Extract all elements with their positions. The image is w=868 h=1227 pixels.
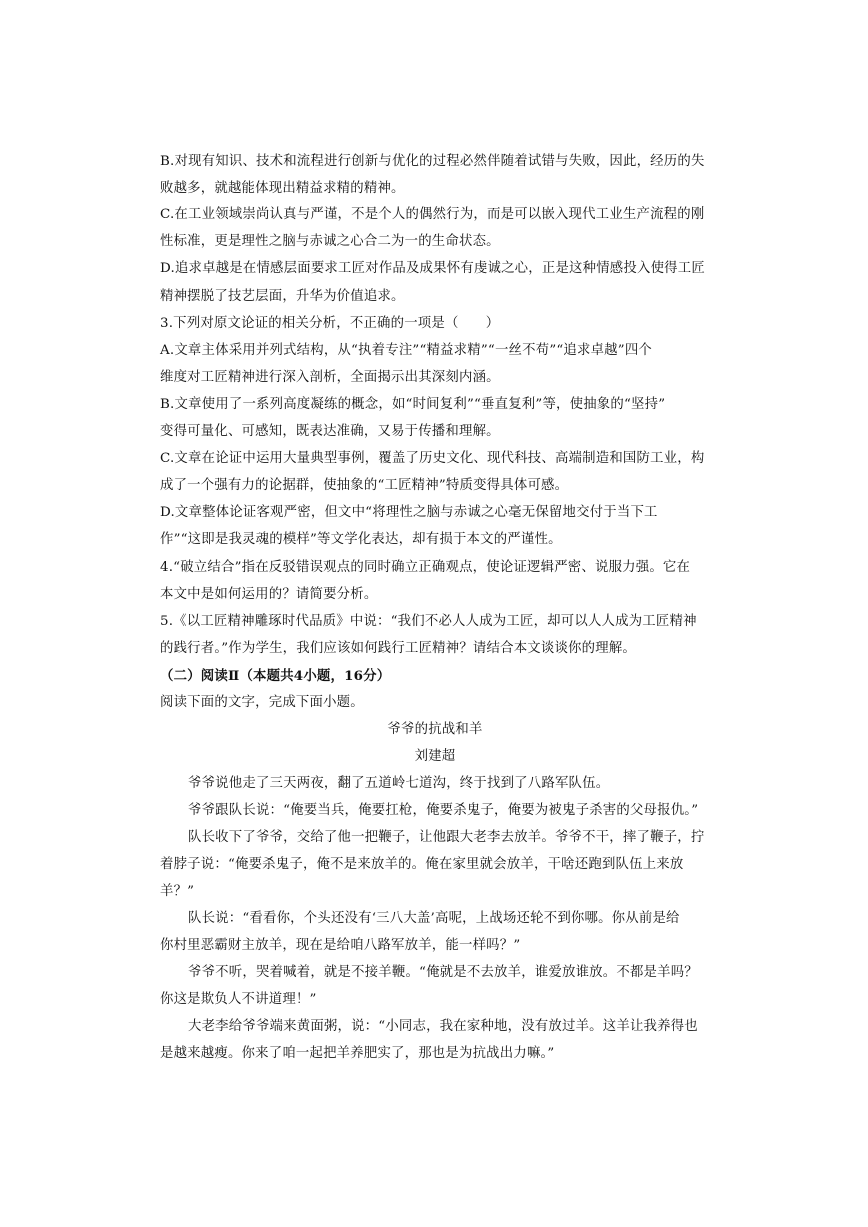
text-line: D.文章整体论证客观严密，但文中“将理性之脑与赤诚之心毫无保留地交付于当下工 xyxy=(160,505,658,520)
story-line: 队长收下了爷爷，交给了他一把鞭子，让他跟大老李去放羊。爷爷不干，摔了鞭子，拧 xyxy=(188,830,705,845)
instruction-line: 阅读下面的文字，完成下面小题。 xyxy=(160,695,364,710)
question-3: 3.下列对原文论证的相关分析，不正确的一项是（ ） xyxy=(160,316,500,331)
text-line: 成了一个强有力的论据群，使抽象的“工匠精神”特质变得具体可感。 xyxy=(160,478,569,493)
text-line: A.文章主体采用并列式结构，从“执着专注”“精益求精”“一丝不苟”“追求卓越”四个 xyxy=(160,343,652,358)
text-line: 精神摆脱了技艺层面，升华为价值追求。 xyxy=(160,289,405,304)
text-line: B.对现有知识、技术和流程进行创新与优化的过程必然伴随着试错与失败，因此，经历的失 xyxy=(160,154,705,169)
text-line: 性标准，更是理性之脑与赤诚之心合二为一的生命状态。 xyxy=(160,234,500,249)
section-heading: （二）阅读Ⅱ（本题共4小题，16分） xyxy=(160,668,391,684)
question-5: 5.《以工匠精神雕琢时代品质》中说：“我们不必人人成为工匠，却可以人人成为工匠精神 xyxy=(160,614,697,629)
story-line: 是越来越瘦。你来了咱一起把羊养肥实了，那也是为抗战出力嘛。” xyxy=(160,1046,555,1061)
text-line: 本文中是如何运用的？请简要分析。 xyxy=(160,587,378,602)
story-line: 队长说：“看看你，个头还没有‘三八大盖’高呢，上战场还轮不到你哪。你从前是给 xyxy=(188,911,680,926)
text-line: 败越多，就越能体现出精益求精的精神。 xyxy=(160,181,405,196)
text-line: 维度对工匠精神进行深入剖析，全面揭示出其深刻内涵。 xyxy=(160,370,500,385)
story-title: 爷爷的抗战和羊 xyxy=(387,722,483,737)
question-4: 4.“破立结合”指在反驳错误观点的同时确立正确观点，使论证逻辑严密、说服力强。它在 xyxy=(160,560,691,575)
story-line: 你这是欺负人不讲道理！” xyxy=(160,992,317,1007)
story-line: 大老李给爷爷端来黄面粥，说：“小同志，我在家种地，没有放过羊。这羊让我养得也 xyxy=(188,1019,698,1034)
story-line: 爷爷说他走了三天两夜，翻了五道岭七道沟，终于找到了八路军队伍。 xyxy=(188,776,610,791)
text-line: 变得可量化、可感知，既表达准确，又易于传播和理解。 xyxy=(160,424,500,439)
text-line: D.追求卓越是在情感层面要求工匠对作品及成果怀有虔诚之心，正是这种情感投入使得工匠 xyxy=(160,261,705,276)
story-author: 刘建超 xyxy=(414,749,456,764)
story-line: 爷爷跟队长说：“俺要当兵，俺要扛枪，俺要杀鬼子，俺要为被鬼子杀害的父母报仇。” xyxy=(188,803,699,818)
story-line: 羊？” xyxy=(160,884,195,899)
story-line: 你村里恶霸财主放羊，现在是给咱八路军放羊，能一样吗？” xyxy=(160,938,521,953)
text-line: 作”“这即是我灵魂的模样”等文学化表达，却有损于本文的严谨性。 xyxy=(160,532,562,547)
text-line: 的践行者。”作为学生，我们应该如何践行工匠精神？请结合本文谈谈你的理解。 xyxy=(160,641,637,656)
story-line: 着脖子说：“俺要杀鬼子，俺不是来放羊的。俺在家里就会放羊，干啥还跑到队伍上来放 xyxy=(160,857,684,872)
text-line: B.文章使用了一系列高度凝练的概念，如“时间复利”“垂直复利”等，使抽象的“坚持” xyxy=(160,397,666,412)
story-line: 爷爷不听，哭着喊着，就是不接羊鞭。“俺就是不去放羊，谁爱放谁放。不都是羊吗？ xyxy=(188,965,698,980)
text-line: C.文章在论证中运用大量典型事例，覆盖了历史文化、现代科技、高端制造和国防工业，构 xyxy=(160,451,705,466)
text-line: C.在工业领域崇尚认真与严谨，不是个人的偶然行为，而是可以嵌入现代工业生产流程的刚 xyxy=(160,207,705,222)
